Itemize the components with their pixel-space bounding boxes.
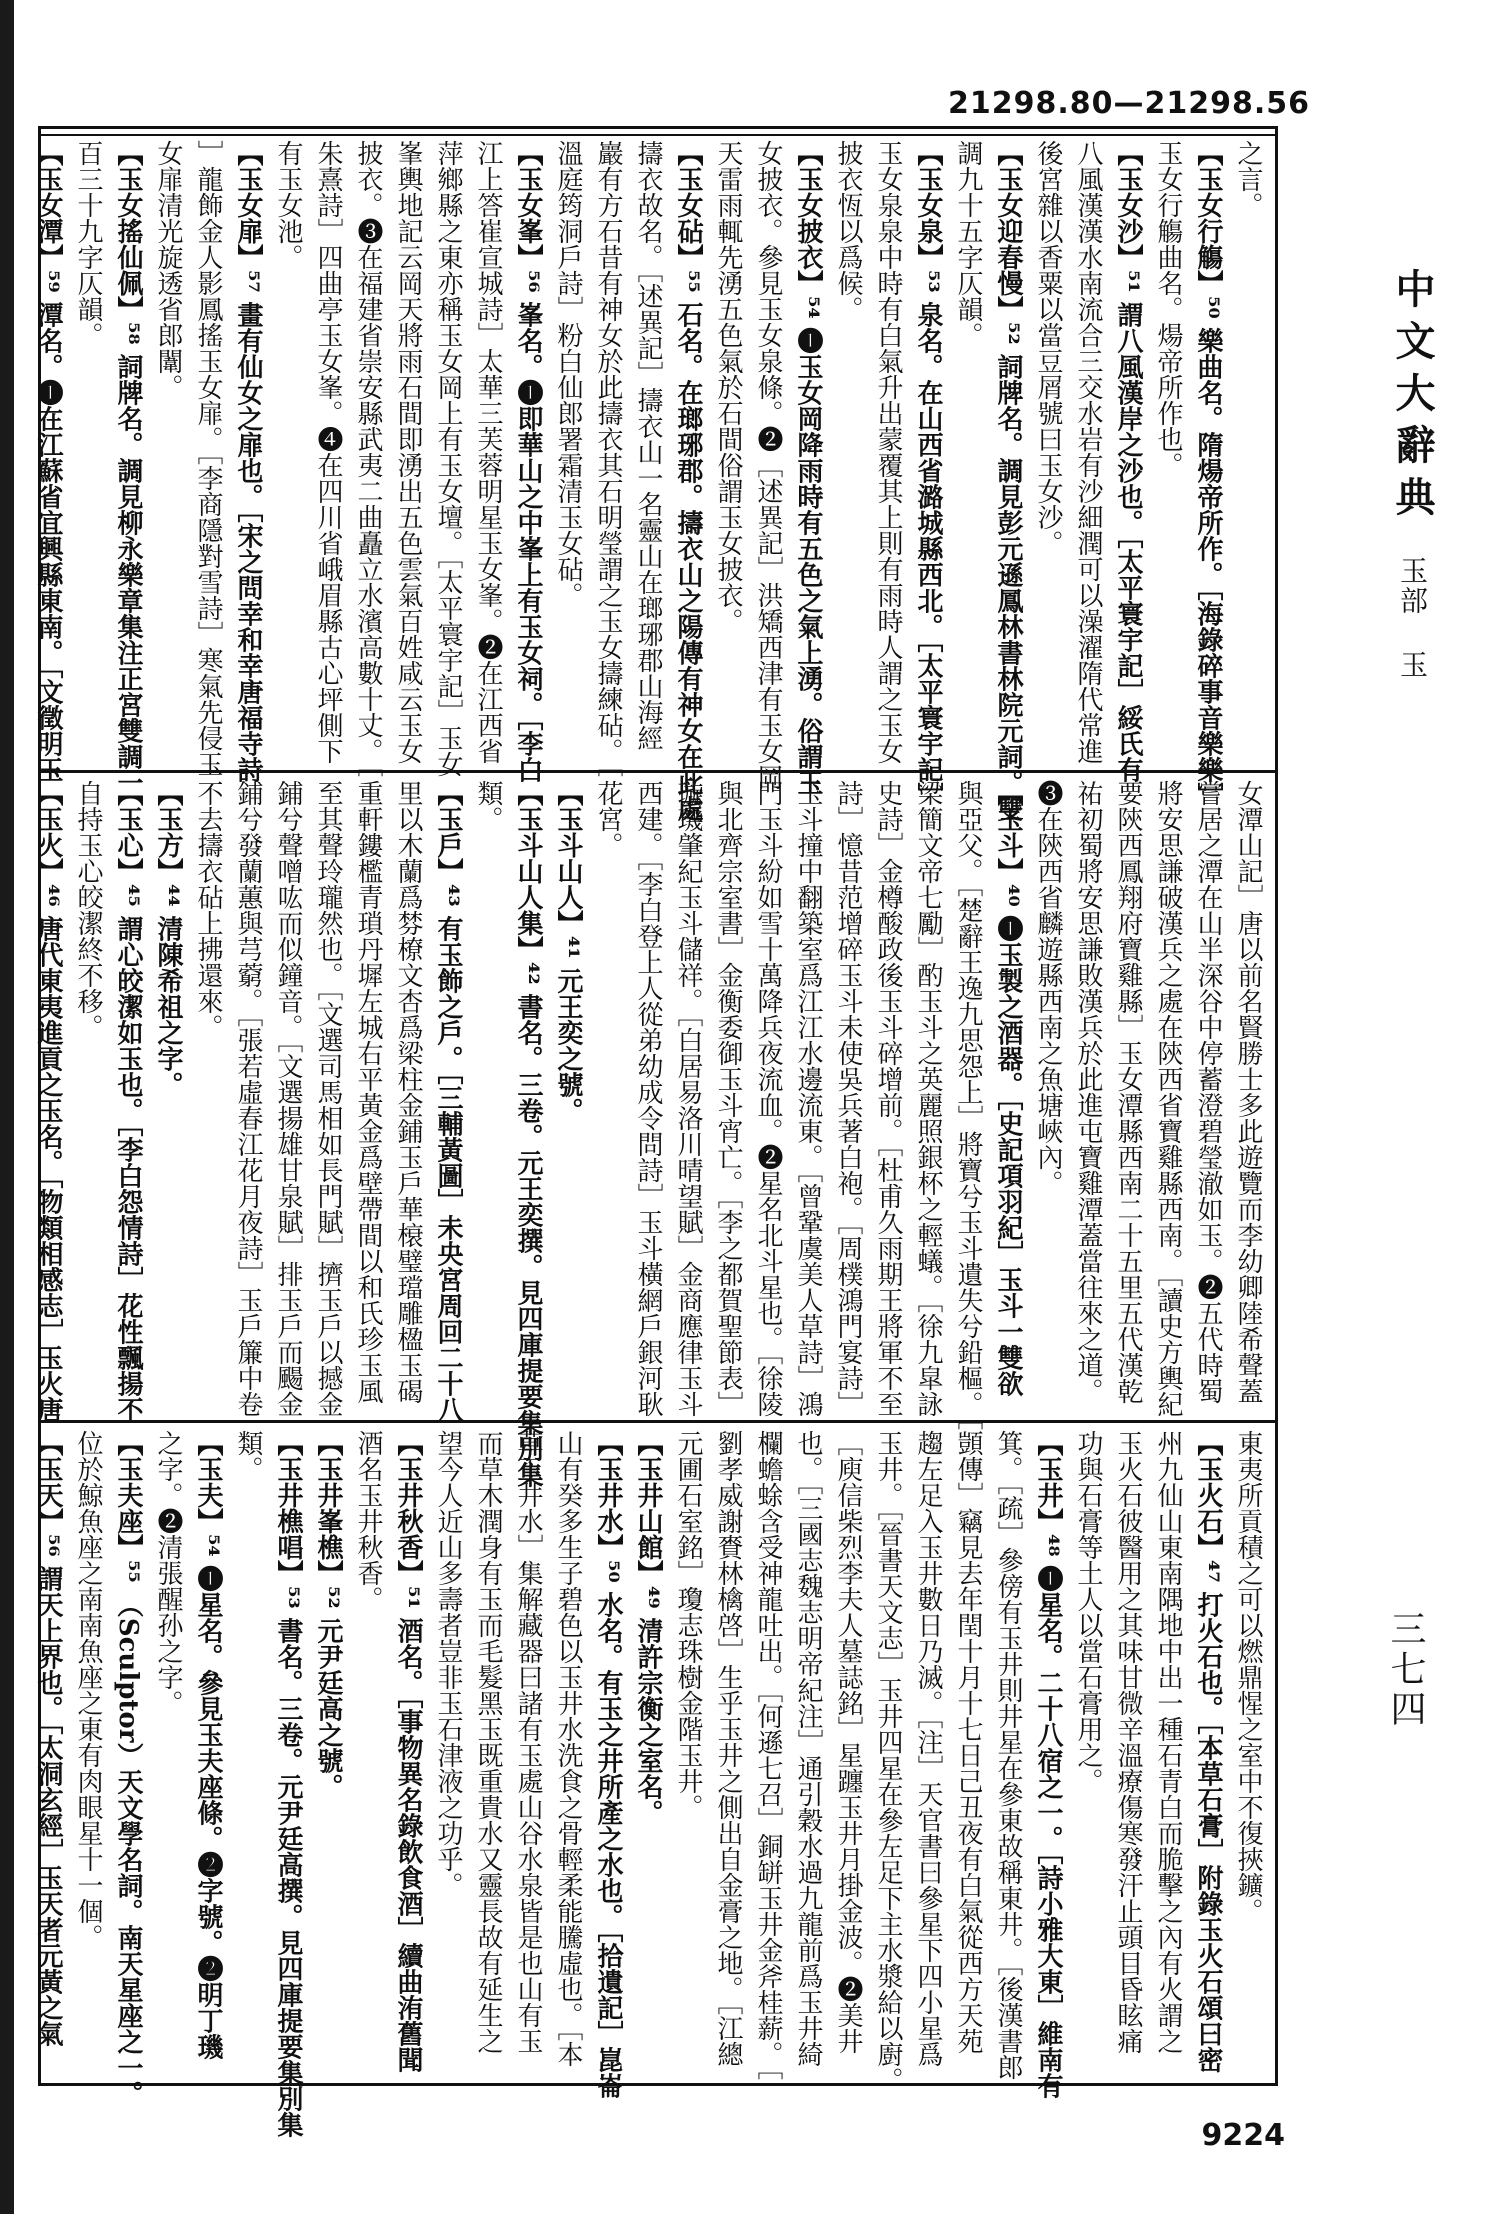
text-column: 劉孝威謝賚林檎啓］生乎玉井之側出自金膏之地。［江總 <box>713 1430 743 2067</box>
text-column: 至其聲玲瓏然也。［文選司馬相如長門賦］擠玉戶以撼金 <box>313 780 343 1417</box>
tier-bottom <box>33 1430 1268 2138</box>
text-column: 披衣恆以爲候。 <box>833 140 863 322</box>
text-column: 【玉方】⁴⁴ 清陳希祖之字。 <box>153 780 183 1098</box>
text-column: 而草木潤身有玉而毛髮黑玉既重貴水又靈長故有延生之 <box>473 1430 503 2054</box>
text-column: 【玉戶】⁴³ 有玉飾之戶。［三輔黃圖］未央宮周回二十八 <box>433 780 463 1423</box>
text-column: 擣衣故名。［述異記］擣衣山一名靈山在瑯琊郡山海經 <box>633 140 663 751</box>
text-column: 要陝西鳳翔府寶雞縣］玉女潭縣西南二十五里五代漢乾 <box>1113 780 1143 1404</box>
text-column: 朱熹詩］四曲亭玉女峯。❹在四川省峨眉縣古心坪側下 <box>313 140 343 764</box>
text-column: 【玉斗山人】⁴¹ 元王奕之號。 <box>553 780 583 1124</box>
text-column: 【玉井峯樵】⁵² 元尹廷高之號。 <box>313 1430 343 1800</box>
text-column: 有玉女池。 <box>273 140 303 270</box>
text-column: 玉井。［晉書天文志］玉井四星在參左足下主水漿給以廚。 <box>873 1430 903 2093</box>
text-column: 【玉火石】⁴⁷ 打火石也。［本草石膏］附錄玉火石頌曰密 <box>1193 1430 1223 2073</box>
text-column: 【玉女扉】⁵⁷ 畫有仙女之扉也。［宋之問幸和幸唐福寺詩 <box>233 140 263 783</box>
text-column: 玉斗撞中翻築室爲江江水邊流東。［曾鞏虞美人草詩］鴻 <box>793 780 823 1417</box>
text-column: 【玉女搖仙佩】⁵⁸ 詞牌名。調見柳永樂章集注正宮雙調一 <box>113 140 143 796</box>
text-column: 【玉女砧】⁵⁵ 石名。在瑯琊郡。擣衣山之陽傳有神女在此處 <box>673 140 703 822</box>
text-column: 【玉斗山人集】⁴² 書名。三卷。元王奕撰。見四庫提要集別集 <box>513 780 543 1488</box>
text-column: 女扉清光旋透省郎闈。 <box>153 140 183 400</box>
text-column: 與北齊宗室書］金衡委御玉斗宵亡。［李之都賀聖節表］ <box>713 780 743 1417</box>
text-column: 【玉女行觴】⁵⁰ 樂曲名。隋煬帝所作。［海錄碎事音樂樂］ <box>1193 140 1223 809</box>
text-column: 顗傳］竊見去年閏十月十七日己丑夜有白氣從西方天苑 <box>953 1430 983 2054</box>
radical-section: 玉部 <box>1396 556 1429 616</box>
page-number: 9224 <box>1201 2118 1285 2153</box>
text-column: 花宮。 <box>593 780 623 858</box>
text-column: 西建。［李白登上人從弟幼成令問詩］玉斗橫網戶銀河耿 <box>633 780 663 1417</box>
text-column: 【玉斗】⁴⁰ ❶玉製之酒器。［史記項羽紀］玉斗一雙欲 <box>993 780 1023 1397</box>
text-column: 【玉天】⁵⁶ 謂天上界也。［太洞玄經］玉天者元黃之氣 <box>33 1430 63 2047</box>
text-column: 鋪兮發蘭蕙與芎藭。［張若虛春江花月夜詩］玉戶簾中卷 <box>233 780 263 1417</box>
frame-inner-rule <box>38 134 1278 136</box>
text-column: 【玉井樵唱】⁵³ 書名。三卷。元尹廷高撰。見四庫提要集別集 <box>273 1430 303 2138</box>
text-column: 也。［三國志魏志明帝紀注］通引穀水過九龍前爲玉井綺 <box>793 1430 823 2067</box>
text-column: 峯輿地記云岡天將雨石間即湧出五色雲氣百姓咸云玉女 <box>393 140 423 764</box>
text-column: 史詩］金樽酸政後玉斗碎增前。［杜甫久雨期王將軍不至 <box>873 780 903 1417</box>
text-column: 嘗居之潭在山半深谷中停蓄澄碧瑩澈如玉。❷五代時蜀 <box>1193 780 1223 1404</box>
text-column: 【玉女泉】⁵³ 泉名。在山西省潞城縣西北。［太平寰宇記］ <box>913 140 943 809</box>
text-column: 重軒鏤檻青瑣丹墀左城右平黃金爲壁帶間以和氏珍玉風 <box>353 780 383 1404</box>
text-column: 將安思謙破漢兵之處在陝西省寶雞縣西南。［讀史方輿紀 <box>1153 780 1183 1417</box>
text-column: 溫庭筠洞戶詩］粉白仙郎署霜清玉女砧。 <box>553 140 583 608</box>
text-column: 草玉井水］集解藏器曰諸有玉處山谷水泉皆是也山有玉 <box>513 1430 543 2054</box>
text-column: 玉女泉泉中時有白氣升出蒙覆其上則有雨時人謂之玉女 <box>873 140 903 764</box>
text-column: 【玉女沙】⁵¹ 謂八風漢岸之沙也。［太平寰宇記］綏氏有 <box>1113 140 1143 783</box>
text-column: 【玉井山館】⁴⁹ 清許宗衡之室名。 <box>633 1430 663 1826</box>
text-column: 山有癸多生子碧色以玉井水洗食之骨輕柔能騰虛也。［本 <box>553 1430 583 2067</box>
text-column: 欄蟾蜍含受神龍吐出。［何遜七召］銅缾玉井金斧桂薪。［ <box>753 1430 783 2080</box>
text-column: 【玉井秋香】⁵¹ 酒名。［事物異名錄飲食酒］續曲洧舊聞 <box>393 1430 423 2073</box>
text-column: 八風漢漢水南流合三交水岩有沙細潤可以澡濯隋代常進 <box>1073 140 1103 764</box>
text-column: 之字。❷清張醒孙之字。 <box>153 1430 183 1716</box>
chinese-page-number: 三七四 <box>1385 1610 1426 1730</box>
text-column: 箕。［疏］參傍有玉井則井星在參東故稱東井。［後漢書郎 <box>993 1430 1023 2080</box>
text-column: 萍鄉縣之東亦稱玉女岡上有玉女壇。［太平寰宇記］玉女 <box>433 140 463 777</box>
tier-divider-1 <box>40 770 1276 773</box>
text-column: 玉女行觴曲名。煬帝所作也。 <box>1153 140 1183 478</box>
text-column: 酒名玉井秋香。 <box>353 1430 383 1612</box>
text-column: ］龍飾金人影鳳搖玉女扉。［李商隱對雪詩］寒氣先侵玉 <box>193 140 223 777</box>
text-column: 東夷所貢積之可以燃鼎惺之室中不復挾鑛。 <box>1233 1430 1263 1924</box>
dictionary-title: 中文大辭典 <box>1389 268 1436 528</box>
text-column: 天雷雨輒先湧五色氣於石間俗謂玉女披衣。 <box>713 140 743 634</box>
text-column: 功與石膏等土人以當石膏用之。 <box>1073 1430 1103 1794</box>
text-column: 望今人近山多壽者豈非玉石津液之功乎。 <box>433 1430 463 1898</box>
text-column: 巖有方石昔有神女於此擣衣其石明瑩謂之玉女擣練砧。［ <box>593 140 623 777</box>
tier-divider-2 <box>40 1420 1276 1423</box>
text-column: 【玉女披衣】⁵⁴ ❶玉女岡降雨時有五色之氣上湧。俗謂玉 <box>793 140 823 796</box>
text-column: 玉火石彼醫用之其味甘微辛溫療傷寒發汗止頭目昏眩痛 <box>1113 1430 1143 2054</box>
text-column: 類。 <box>233 1430 263 1482</box>
text-column: 詩］憶昔范增碎玉斗未使吳兵著白袍。［周樸鴻門宴詩］ <box>833 780 863 1417</box>
text-column: 【玉女潭】⁵⁹ 潭名。❶在江蘇省宜興縣東南。［文徵明玉 <box>33 140 63 783</box>
text-column: 百三十九字仄韻。 <box>73 140 103 348</box>
text-column: 【玉心】⁴⁵ 謂心皎潔如玉也。［李白怨情詩］花性飄揚不 <box>113 780 143 1423</box>
text-column: 【玉女峯】⁵⁶ 峯名。❶即華山之中峯上有玉女祠。［李白 <box>513 140 543 783</box>
text-column: ❸在陝西省麟遊縣西南之魚塘峽內。 <box>1033 780 1063 1196</box>
text-column: 【玉夫座】⁵⁵ （Sculptor）天文學名詞。南天星座之一。 <box>113 1430 143 2107</box>
text-column: 鋪兮聲噌吰而似鐘音。［文選揚雄甘泉賦］排玉戶而颺金 <box>273 780 303 1417</box>
text-column: 元圃石室銘］瓊志珠樹金階玉井。 <box>673 1430 703 1820</box>
text-column: 類。 <box>473 780 503 832</box>
text-column: 門玉斗紛如雪十萬降兵夜流血。❷星名北斗星也。［徐陵 <box>753 780 783 1417</box>
text-column: ［庾信柴烈李夫人墓誌銘］星躔玉井月掛金波。❷美井 <box>833 1430 863 2054</box>
text-column: 自持玉心皎潔終不移。 <box>73 780 103 1040</box>
text-column: 不去擣衣砧上拂還來。 <box>193 780 223 1040</box>
text-column: 璇璣肇紀玉斗儲祥。［白居易洛川晴望賦］金商應律玉斗 <box>673 780 703 1417</box>
tier-middle <box>33 780 1268 1488</box>
entry-range-header: 21298.80—21298.56 <box>947 86 1310 121</box>
book-spine-shadow <box>0 0 14 2214</box>
text-column: 【玉井】⁴⁸ ❶星名。二十八宿之一。［詩小雅大東］維南有 <box>1033 1430 1063 2099</box>
text-column: 趨左足入玉井數日乃滅。［注］天官書曰參星下四小星爲 <box>913 1430 943 2067</box>
text-column: 梁簡文帝七勵］酌玉斗之英麗照銀杯之輕蟻。［徐九皐詠 <box>913 780 943 1417</box>
text-column: 里以木蘭爲棼橑文杏爲梁柱金鋪玉戶華榱璧璫雕楹玉碣 <box>393 780 423 1404</box>
text-column: 披衣。❸在福建省崇安縣武夷二曲矗立水濱高數十丈。［ <box>353 140 383 777</box>
head-character: 玉 <box>1396 650 1429 678</box>
text-column: 【玉火】⁴⁶ 唐代東夷進貢之玉名。［物類相感志］玉火唐 <box>33 780 63 1423</box>
text-column: 調九十五字仄韻。 <box>953 140 983 348</box>
text-column: 女披衣。參見玉女泉條。❷［述異記］洪矯西津有玉女岡 <box>753 140 783 790</box>
text-column: 位於鯨魚座之南南魚座之東有肉眼星十一個。 <box>73 1430 103 1950</box>
text-column: 【玉井水】⁵⁰ 水名。有玉之井所產之水也。［拾遺記］崑崙 <box>593 1430 623 2099</box>
text-column: 【玉女迎春慢】⁵² 詞牌名。調見彭元遜鳳林書林院元詞。雙 <box>993 140 1023 822</box>
text-column: 之言。 <box>1233 140 1263 218</box>
text-column: 州九仙山東南隅地中出一種石青白而脆擊之內有火謂之 <box>1153 1430 1183 2054</box>
text-column: 女潭山記］唐以前名賢勝士多此遊覽而李幼卿陸希聲蓋 <box>1233 780 1263 1404</box>
text-column: 後宮雜以香粟以當豆屑號曰玉女沙。 <box>1033 140 1063 556</box>
text-column: 祐初蜀將安思謙敗漢兵於此進屯寶雞潭蓋當往來之道。 <box>1073 780 1103 1404</box>
text-column: 江上答崔宣城詩］太華三芙蓉明星玉女峯。❷在江西省 <box>473 140 503 764</box>
text-column: 與亞父。［楚辭王逸九思怨上］將寶兮玉斗遺失兮鉛樞。［ <box>953 780 983 1430</box>
text-column: 【玉夫】⁵⁴ ❶星名。參見玉夫座條。❷字號。❷明丁璣 <box>193 1430 223 2060</box>
